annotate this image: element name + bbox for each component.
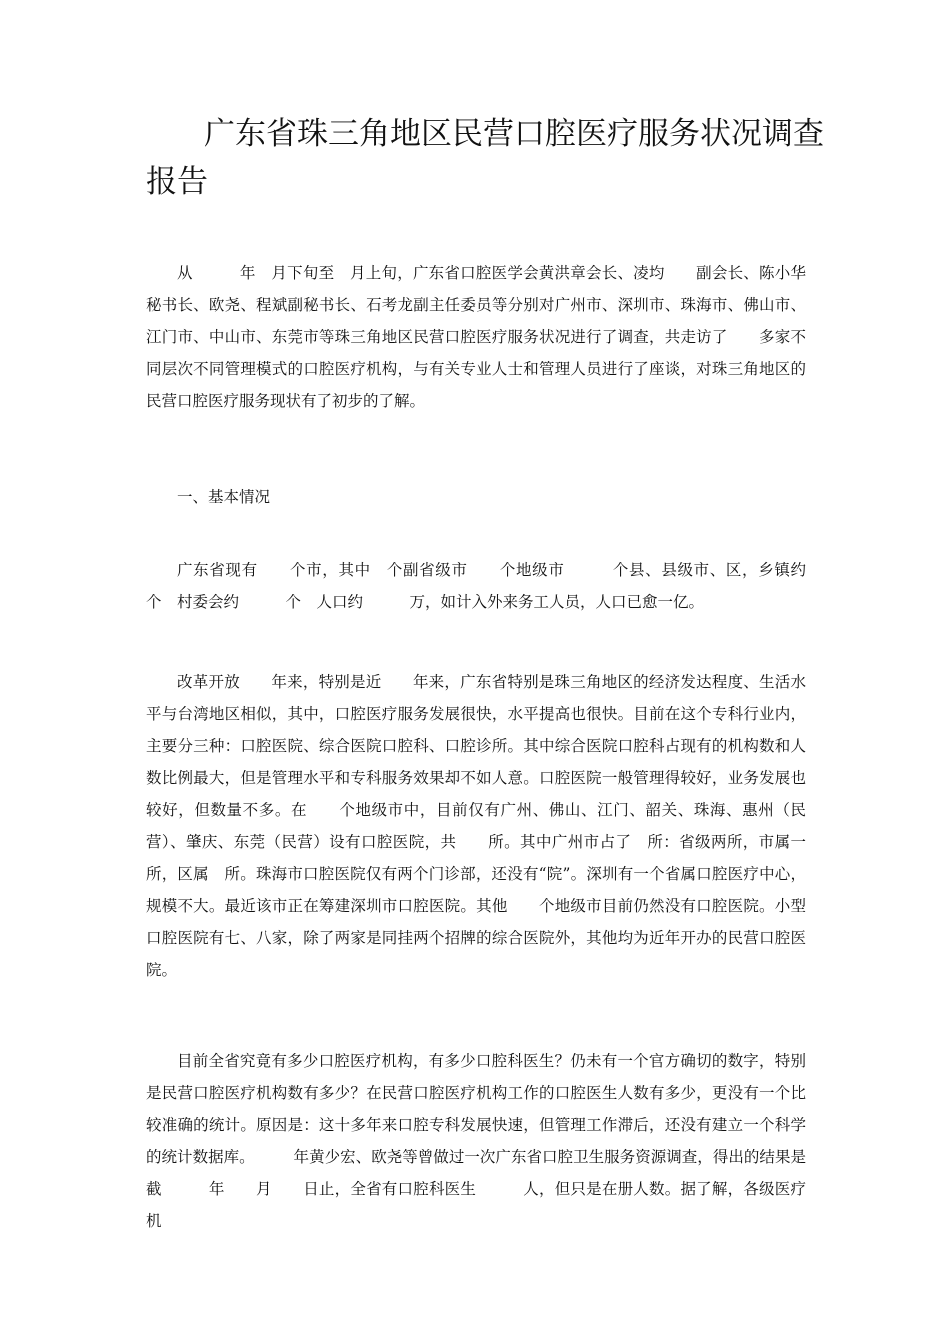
section-heading-basic-situation: 一、基本情况 [177, 488, 271, 506]
province-overview-paragraph: 广东省现有 个市，其中 个副省级市 个地级市 个县、县级市、区，乡镇约 个 村委会约 个 人口约 万，如计入外来务工人员，人口已愈一亿。 [146, 561, 838, 611]
title-line-2: 报告 [146, 164, 208, 200]
development-paragraph: 改革开放 年来，特别是近 年来，广东省特别是珠三角地区的经济发达程度、生活水平与台湾地区相似，其中，口腔医疗服务发展很快，水平提高也很快。目前在这个专科行业内，主要分三种：口腔医院、综合医院口腔科、口腔诊所。其中综合医院口腔科占现有的机构数和人数比例最大，但是管理水平和专科服务效果却不如人意。口腔医院一般管理得较好，业务发展也较好，但数量不多。在 个地级市中，目前仅有广州、佛山、江门、韶关、珠海、惠州（民营）、肇庆、东莞（民营）设有口腔医院，共 所。其中广州市占了 所：省级两所，市属一所，区属 所。珠海市口腔医院仅有两个门诊部，还没有“院”。深圳有一个省属口腔医疗中心，规模不大。最近该市正在筹建深圳市口腔医院。其他 个地级市目前仍然没有口腔医院。小型口腔医院有七、八家，除了两家是同挂两个招牌的综合医院外，其他均为近年开办的民营口腔医院。 [146, 673, 806, 979]
intro-paragraph: 从 年 月下旬至 月上旬，广东省口腔医学会黄洪章会长、凌均 副会长、陈小华秘书长、欧尧、程斌副秘书长、石考龙副主任委员等分别对广州市、深圳市、珠海市、佛山市、江门市、中山市、东莞市等珠三角地区民营口腔医疗服务状况进行了调查，共走访了 多家不同层次不同管理模式的口腔医疗机构，与有关专业人士和管理人员进行了座谈，对珠三角地区的民营口腔医疗服务现状有了初步的了解。 [146, 264, 806, 410]
document-title [146, 110, 824, 206]
statistics-paragraph: 目前全省究竟有多少口腔医疗机构，有多少口腔科医生？仍未有一个官方确切的数字，特别是民营口腔医疗机构数有多少？在民营口腔医疗机构工作的口腔医生人数有多少，更没有一个比较准确的统计。原因是：这十多年来口腔专科发展快速，但管理工作滞后，还没有建立一个科学的统计数据库。 年黄少宏、欧尧等曾做过一次广东省口腔卫生服务资源调查，得出的结果是截 年 月 日止，全省有口腔科医生 人，但只是在册人数。据了解，各级医疗机 [146, 1052, 806, 1230]
title-line-1: 广东省珠三角地区民营口腔医疗服务状况调查 [204, 116, 824, 152]
